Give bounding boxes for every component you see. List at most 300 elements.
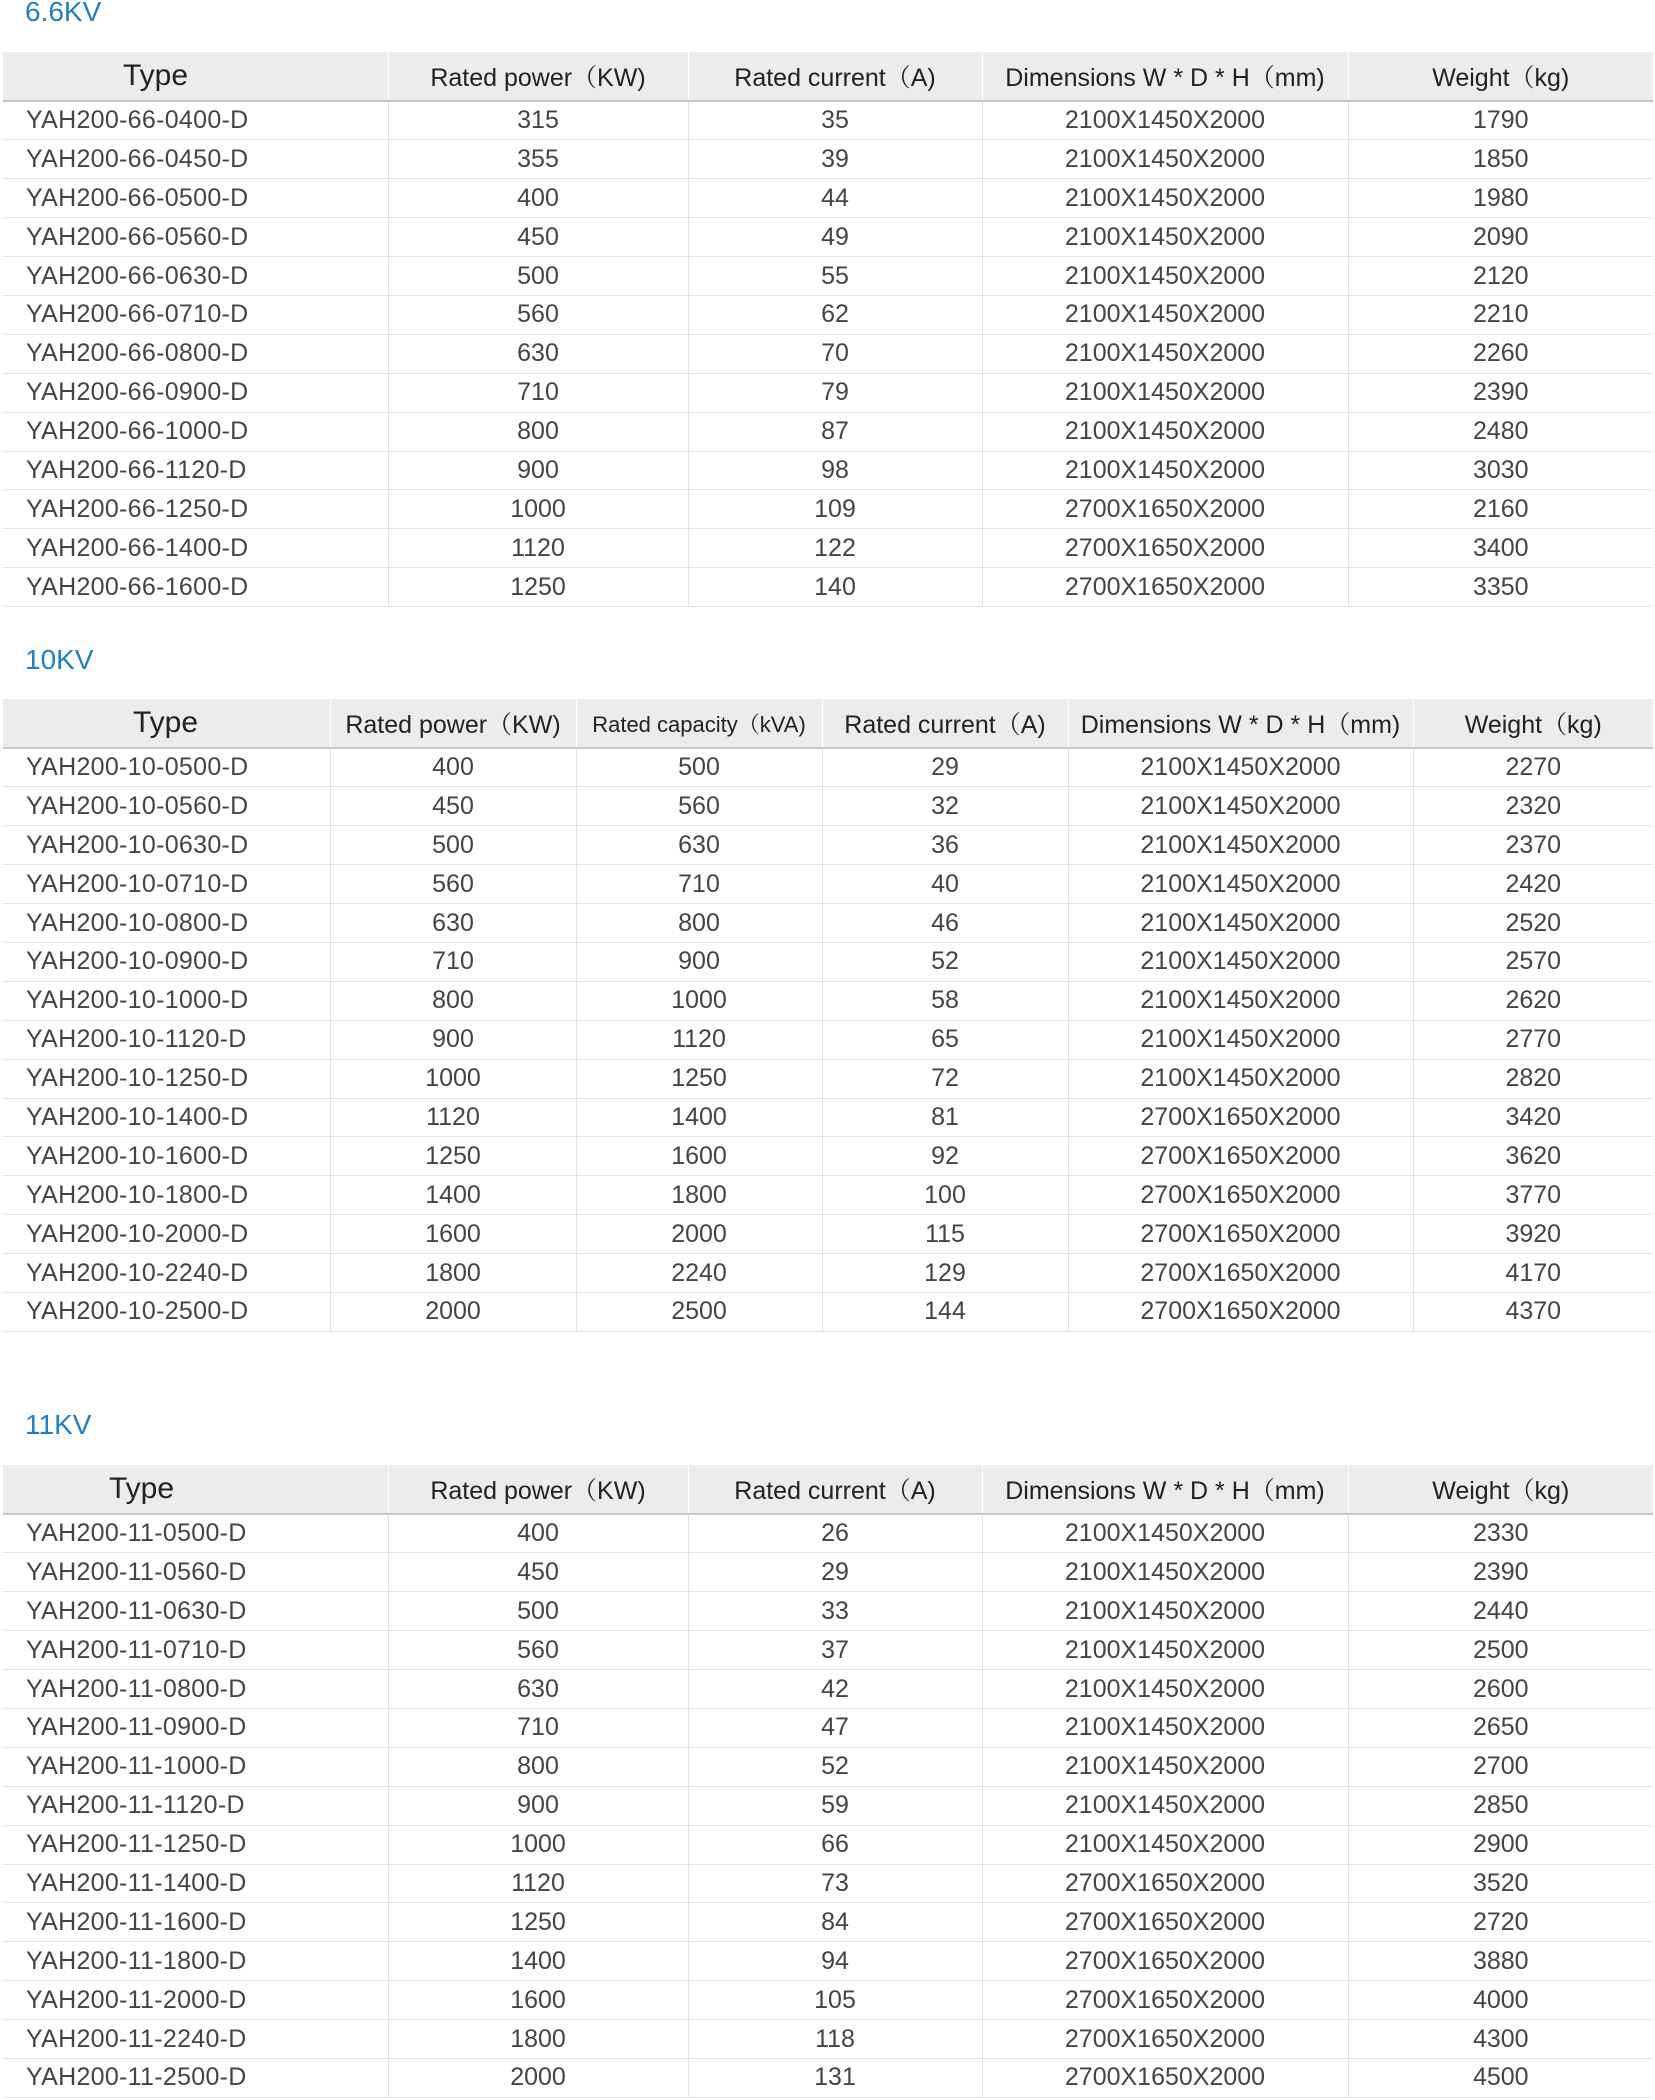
table-cell: 72 xyxy=(822,1059,1068,1098)
table-cell: 710 xyxy=(576,865,822,904)
table-cell: YAH200-11-0500-D xyxy=(3,1514,388,1553)
table-row xyxy=(3,218,1653,257)
table-cell: 2100X1450X2000 xyxy=(982,1708,1348,1747)
table-row xyxy=(3,1631,1653,1670)
table-cell: 2100X1450X2000 xyxy=(982,1553,1348,1592)
table-cell: 36 xyxy=(822,826,1068,865)
table-cell: 2700X1650X2000 xyxy=(1068,1254,1413,1293)
table-cell: 900 xyxy=(330,1020,576,1059)
table-cell: 1000 xyxy=(330,1059,576,1098)
table-cell: 29 xyxy=(688,1553,982,1592)
table-cell: 2100X1450X2000 xyxy=(982,412,1348,451)
table-cell: 560 xyxy=(576,787,822,826)
table-cell: 2100X1450X2000 xyxy=(1068,865,1413,904)
column-header-rated-current: Rated current（A) xyxy=(822,699,1068,748)
table-cell: 3030 xyxy=(1348,451,1653,490)
table-cell: 2650 xyxy=(1348,1708,1653,1747)
table-cell: YAH200-11-0800-D xyxy=(3,1670,388,1709)
table-cell: 1800 xyxy=(388,2020,688,2059)
table-cell: 2500 xyxy=(1348,1631,1653,1670)
table-cell: YAH200-10-1000-D xyxy=(3,981,330,1020)
table-cell: 2570 xyxy=(1413,942,1653,981)
table-cell: 105 xyxy=(688,1981,982,2020)
table-row xyxy=(3,787,1653,826)
table-cell: 1600 xyxy=(388,1981,688,2020)
table-row xyxy=(3,942,1653,981)
table-cell: 630 xyxy=(388,334,688,373)
table-cell: YAH200-66-1000-D xyxy=(3,412,388,451)
table-cell: 500 xyxy=(576,748,822,787)
table-row xyxy=(3,1670,1653,1709)
table-cell: 66 xyxy=(688,1825,982,1864)
table-row xyxy=(3,1708,1653,1747)
table-cell: YAH200-11-1000-D xyxy=(3,1747,388,1786)
table-cell: 131 xyxy=(688,2058,982,2097)
table-cell: YAH200-11-2240-D xyxy=(3,2020,388,2059)
table-cell: 2100X1450X2000 xyxy=(982,1786,1348,1825)
table-cell: 630 xyxy=(576,826,822,865)
table-cell: 2900 xyxy=(1348,1825,1653,1864)
table-cell: 98 xyxy=(688,451,982,490)
table-cell: 94 xyxy=(688,1942,982,1981)
table-cell: 1120 xyxy=(388,1864,688,1903)
column-header-rated-power: Rated power（KW) xyxy=(330,699,576,748)
table-cell: 2700 xyxy=(1348,1747,1653,1786)
table-cell: 52 xyxy=(822,942,1068,981)
table-cell: 65 xyxy=(822,1020,1068,1059)
table-cell: 4370 xyxy=(1413,1292,1653,1331)
column-header-dimensions: Dimensions W * D * H（mm) xyxy=(982,1465,1348,1514)
table-cell: 1250 xyxy=(576,1059,822,1098)
table-cell: YAH200-10-2500-D xyxy=(3,1292,330,1331)
table-cell: 1600 xyxy=(330,1215,576,1254)
table-cell: 29 xyxy=(822,748,1068,787)
table-cell: 58 xyxy=(822,981,1068,1020)
spec-table-11kv xyxy=(3,1465,1653,2098)
table-row xyxy=(3,865,1653,904)
table-cell: 2100X1450X2000 xyxy=(982,1670,1348,1709)
table-cell: 35 xyxy=(688,101,982,140)
table-row xyxy=(3,412,1653,451)
table-cell: 2700X1650X2000 xyxy=(982,490,1348,529)
table-row xyxy=(3,1514,1653,1553)
table-cell: 1850 xyxy=(1348,140,1653,179)
table-row xyxy=(3,981,1653,1020)
table-cell: 47 xyxy=(688,1708,982,1747)
table-row xyxy=(3,826,1653,865)
table-cell: 92 xyxy=(822,1137,1068,1176)
table-row xyxy=(3,1176,1653,1215)
table-cell: YAH200-11-1120-D xyxy=(3,1786,388,1825)
table-cell: 2700X1650X2000 xyxy=(1068,1215,1413,1254)
table-cell: 2480 xyxy=(1348,412,1653,451)
table-cell: 3520 xyxy=(1348,1864,1653,1903)
table-cell: 2100X1450X2000 xyxy=(982,1631,1348,1670)
table-cell: YAH200-10-2240-D xyxy=(3,1254,330,1293)
table-cell: YAH200-11-0900-D xyxy=(3,1708,388,1747)
table-cell: 3880 xyxy=(1348,1942,1653,1981)
table-cell: YAH200-66-0800-D xyxy=(3,334,388,373)
table-cell: 2390 xyxy=(1348,1553,1653,1592)
table-cell: 129 xyxy=(822,1254,1068,1293)
table-header-row xyxy=(3,52,1653,101)
table-cell: 2100X1450X2000 xyxy=(982,334,1348,373)
table-cell: 2700X1650X2000 xyxy=(982,568,1348,607)
table-cell: 2820 xyxy=(1413,1059,1653,1098)
table-cell: 2600 xyxy=(1348,1670,1653,1709)
table-cell: 2100X1450X2000 xyxy=(982,1825,1348,1864)
table-cell: 400 xyxy=(388,179,688,218)
table-cell: YAH200-10-1250-D xyxy=(3,1059,330,1098)
table-cell: 2100X1450X2000 xyxy=(982,101,1348,140)
table-cell: 900 xyxy=(576,942,822,981)
table-cell: YAH200-66-0710-D xyxy=(3,295,388,334)
table-cell: 2100X1450X2000 xyxy=(982,1592,1348,1631)
table-cell: 2700X1650X2000 xyxy=(982,2020,1348,2059)
table-cell: 2700X1650X2000 xyxy=(982,1981,1348,2020)
table-cell: 2210 xyxy=(1348,295,1653,334)
table-cell: 710 xyxy=(388,373,688,412)
table-cell: 2500 xyxy=(576,1292,822,1331)
table-cell: 1800 xyxy=(576,1176,822,1215)
table-cell: 2100X1450X2000 xyxy=(1068,787,1413,826)
table-cell: 500 xyxy=(388,1592,688,1631)
column-header-dimensions: Dimensions W * D * H（mm) xyxy=(1068,699,1413,748)
column-header-rated-current: Rated current（A) xyxy=(688,1465,982,1514)
spec-table-6-6kv xyxy=(3,52,1653,607)
table-row xyxy=(3,1747,1653,1786)
table-row xyxy=(3,451,1653,490)
column-header-weight: Weight（kg) xyxy=(1348,52,1653,101)
table-cell: YAH200-10-0710-D xyxy=(3,865,330,904)
section-title-6-6kv: 6.6KV xyxy=(25,0,102,27)
table-row xyxy=(3,1903,1653,1942)
table-cell: YAH200-10-0900-D xyxy=(3,942,330,981)
table-cell: 1600 xyxy=(576,1137,822,1176)
table-cell: 2160 xyxy=(1348,490,1653,529)
table-row xyxy=(3,748,1653,787)
table-cell: 1250 xyxy=(388,1903,688,1942)
table-cell: YAH200-66-0450-D xyxy=(3,140,388,179)
table-cell: 2120 xyxy=(1348,257,1653,296)
table-cell: 900 xyxy=(388,1786,688,1825)
table-row xyxy=(3,1592,1653,1631)
table-row xyxy=(3,1942,1653,1981)
table-row xyxy=(3,101,1653,140)
table-cell: 2320 xyxy=(1413,787,1653,826)
table-cell: YAH200-66-1600-D xyxy=(3,568,388,607)
table-cell: 2850 xyxy=(1348,1786,1653,1825)
table-cell: 2100X1450X2000 xyxy=(982,373,1348,412)
table-cell: 3770 xyxy=(1413,1176,1653,1215)
table-cell: 62 xyxy=(688,295,982,334)
table-cell: 55 xyxy=(688,257,982,296)
table-cell: YAH200-11-0560-D xyxy=(3,1553,388,1592)
table-header-row xyxy=(3,699,1653,748)
section-title-10kv: 10KV xyxy=(25,644,94,675)
table-cell: 2100X1450X2000 xyxy=(982,295,1348,334)
table-cell: 46 xyxy=(822,904,1068,943)
table-cell: 2100X1450X2000 xyxy=(982,451,1348,490)
table-cell: 118 xyxy=(688,2020,982,2059)
table-cell: YAH200-10-1400-D xyxy=(3,1098,330,1137)
table-cell: 33 xyxy=(688,1592,982,1631)
table-cell: 1790 xyxy=(1348,101,1653,140)
table-cell: YAH200-10-2000-D xyxy=(3,1215,330,1254)
table-cell: 32 xyxy=(822,787,1068,826)
table-cell: 630 xyxy=(330,904,576,943)
table-row xyxy=(3,179,1653,218)
table-row xyxy=(3,1215,1653,1254)
table-cell: 2700X1650X2000 xyxy=(1068,1098,1413,1137)
table-cell: 2720 xyxy=(1348,1903,1653,1942)
table-header-row xyxy=(3,1465,1653,1514)
table-cell: 3620 xyxy=(1413,1137,1653,1176)
table-cell: 2620 xyxy=(1413,981,1653,1020)
table-cell: 2100X1450X2000 xyxy=(1068,1020,1413,1059)
column-header-type: Type xyxy=(3,1465,388,1514)
table-cell: YAH200-11-1400-D xyxy=(3,1864,388,1903)
table-cell: YAH200-10-0500-D xyxy=(3,748,330,787)
table-cell: 3350 xyxy=(1348,568,1653,607)
table-cell: 42 xyxy=(688,1670,982,1709)
table-cell: 800 xyxy=(388,1747,688,1786)
table-cell: 73 xyxy=(688,1864,982,1903)
table-cell: 2100X1450X2000 xyxy=(1068,981,1413,1020)
table-body xyxy=(3,101,1653,607)
table-cell: 1120 xyxy=(576,1020,822,1059)
table-cell: 3920 xyxy=(1413,1215,1653,1254)
table-row xyxy=(3,1137,1653,1176)
column-header-weight: Weight（kg) xyxy=(1413,699,1653,748)
table-cell: 2090 xyxy=(1348,218,1653,257)
table-cell: 2100X1450X2000 xyxy=(1068,942,1413,981)
column-header-rated-current: Rated current（A) xyxy=(688,52,982,101)
table-row xyxy=(3,295,1653,334)
table-row xyxy=(3,2020,1653,2059)
table-cell: 450 xyxy=(388,218,688,257)
table-cell: YAH200-66-0560-D xyxy=(3,218,388,257)
table-row xyxy=(3,1786,1653,1825)
table-row xyxy=(3,2058,1653,2097)
table-row xyxy=(3,140,1653,179)
column-header-weight: Weight（kg) xyxy=(1348,1465,1653,1514)
table-row xyxy=(3,1825,1653,1864)
table-cell: 1250 xyxy=(388,568,688,607)
table-cell: 630 xyxy=(388,1670,688,1709)
table-row xyxy=(3,1059,1653,1098)
column-header-rated-capacity: Rated capacity（kVA) xyxy=(576,699,822,748)
table-cell: YAH200-10-1800-D xyxy=(3,1176,330,1215)
table-cell: YAH200-11-2500-D xyxy=(3,2058,388,2097)
table-body xyxy=(3,748,1653,1331)
table-cell: YAH200-66-0630-D xyxy=(3,257,388,296)
table-body xyxy=(3,1514,1653,2097)
table-cell: 450 xyxy=(330,787,576,826)
table-cell: 2100X1450X2000 xyxy=(1068,748,1413,787)
table-cell: 39 xyxy=(688,140,982,179)
table-cell: 2100X1450X2000 xyxy=(982,257,1348,296)
table-cell: 4300 xyxy=(1348,2020,1653,2059)
table-cell: YAH200-66-1250-D xyxy=(3,490,388,529)
table-cell: 1120 xyxy=(388,529,688,568)
table-cell: 800 xyxy=(576,904,822,943)
table-cell: 1000 xyxy=(388,1825,688,1864)
table-cell: 2100X1450X2000 xyxy=(1068,826,1413,865)
table-cell: 800 xyxy=(388,412,688,451)
table-cell: 2700X1650X2000 xyxy=(982,1942,1348,1981)
table-cell: 100 xyxy=(822,1176,1068,1215)
column-header-dimensions: Dimensions W * D * H（mm) xyxy=(982,52,1348,101)
table-row xyxy=(3,1254,1653,1293)
table-cell: 2700X1650X2000 xyxy=(982,2058,1348,2097)
table-cell: 2700X1650X2000 xyxy=(982,1903,1348,1942)
table-cell: YAH200-11-2000-D xyxy=(3,1981,388,2020)
table-row xyxy=(3,904,1653,943)
table-cell: 2330 xyxy=(1348,1514,1653,1553)
table-cell: YAH200-10-1120-D xyxy=(3,1020,330,1059)
table-cell: YAH200-11-1600-D xyxy=(3,1903,388,1942)
table-row xyxy=(3,568,1653,607)
table-row xyxy=(3,1098,1653,1137)
table-cell: 59 xyxy=(688,1786,982,1825)
table-cell: 2000 xyxy=(388,2058,688,2097)
table-cell: 2770 xyxy=(1413,1020,1653,1059)
table-cell: 2700X1650X2000 xyxy=(1068,1137,1413,1176)
table-cell: 52 xyxy=(688,1747,982,1786)
table-cell: 2240 xyxy=(576,1254,822,1293)
table-cell: YAH200-11-0710-D xyxy=(3,1631,388,1670)
table-cell: 900 xyxy=(388,451,688,490)
table-cell: 1250 xyxy=(330,1137,576,1176)
table-cell: 560 xyxy=(388,1631,688,1670)
table-cell: 84 xyxy=(688,1903,982,1942)
table-cell: 70 xyxy=(688,334,982,373)
column-header-rated-power: Rated power（KW) xyxy=(388,52,688,101)
table-cell: 2100X1450X2000 xyxy=(982,1514,1348,1553)
table-cell: YAH200-11-1800-D xyxy=(3,1942,388,1981)
table-cell: 500 xyxy=(388,257,688,296)
table-cell: 3400 xyxy=(1348,529,1653,568)
table-cell: 2420 xyxy=(1413,865,1653,904)
table-cell: 49 xyxy=(688,218,982,257)
table-cell: 2700X1650X2000 xyxy=(1068,1292,1413,1331)
table-row xyxy=(3,334,1653,373)
table-cell: 800 xyxy=(330,981,576,1020)
table-cell: 2390 xyxy=(1348,373,1653,412)
table-cell: 2260 xyxy=(1348,334,1653,373)
table-cell: 400 xyxy=(330,748,576,787)
table-cell: 400 xyxy=(388,1514,688,1553)
table-cell: YAH200-66-1120-D xyxy=(3,451,388,490)
table-cell: 450 xyxy=(388,1553,688,1592)
table-row xyxy=(3,257,1653,296)
table-cell: 2100X1450X2000 xyxy=(1068,1059,1413,1098)
table-cell: 560 xyxy=(330,865,576,904)
table-cell: 26 xyxy=(688,1514,982,1553)
table-cell: 560 xyxy=(388,295,688,334)
table-cell: YAH200-66-0900-D xyxy=(3,373,388,412)
table-cell: 1400 xyxy=(330,1176,576,1215)
table-cell: YAH200-11-1250-D xyxy=(3,1825,388,1864)
table-cell: YAH200-11-0630-D xyxy=(3,1592,388,1631)
table-row xyxy=(3,1553,1653,1592)
table-cell: 79 xyxy=(688,373,982,412)
table-cell: 2100X1450X2000 xyxy=(1068,904,1413,943)
table-cell: 4500 xyxy=(1348,2058,1653,2097)
table-row xyxy=(3,490,1653,529)
table-cell: 1000 xyxy=(388,490,688,529)
table-cell: 37 xyxy=(688,1631,982,1670)
table-cell: 315 xyxy=(388,101,688,140)
table-row xyxy=(3,1981,1653,2020)
table-cell: 355 xyxy=(388,140,688,179)
table-cell: 2000 xyxy=(576,1215,822,1254)
table-cell: 2700X1650X2000 xyxy=(982,1864,1348,1903)
table-cell: 44 xyxy=(688,179,982,218)
table-cell: YAH200-66-0500-D xyxy=(3,179,388,218)
table-cell: 500 xyxy=(330,826,576,865)
table-cell: YAH200-10-0800-D xyxy=(3,904,330,943)
table-cell: 1980 xyxy=(1348,179,1653,218)
table-cell: 81 xyxy=(822,1098,1068,1137)
table-cell: 2700X1650X2000 xyxy=(982,529,1348,568)
table-cell: YAH200-10-0560-D xyxy=(3,787,330,826)
table-cell: YAH200-66-1400-D xyxy=(3,529,388,568)
table-cell: 1000 xyxy=(576,981,822,1020)
table-cell: 2100X1450X2000 xyxy=(982,218,1348,257)
table-cell: 87 xyxy=(688,412,982,451)
table-cell: YAH200-10-0630-D xyxy=(3,826,330,865)
table-cell: 1400 xyxy=(576,1098,822,1137)
table-cell: 109 xyxy=(688,490,982,529)
table-cell: 2440 xyxy=(1348,1592,1653,1631)
table-row xyxy=(3,1864,1653,1903)
table-cell: 4000 xyxy=(1348,1981,1653,2020)
table-cell: YAH200-10-1600-D xyxy=(3,1137,330,1176)
table-row xyxy=(3,373,1653,412)
table-cell: 1120 xyxy=(330,1098,576,1137)
section-title-11kv: 11KV xyxy=(25,1409,92,1440)
table-cell: YAH200-66-0400-D xyxy=(3,101,388,140)
table-cell: 2370 xyxy=(1413,826,1653,865)
table-cell: 1800 xyxy=(330,1254,576,1293)
table-cell: 2520 xyxy=(1413,904,1653,943)
table-row xyxy=(3,1020,1653,1059)
table-cell: 140 xyxy=(688,568,982,607)
table-cell: 2100X1450X2000 xyxy=(982,179,1348,218)
table-row xyxy=(3,1292,1653,1331)
table-cell: 2100X1450X2000 xyxy=(982,140,1348,179)
table-cell: 2100X1450X2000 xyxy=(982,1747,1348,1786)
table-cell: 2270 xyxy=(1413,748,1653,787)
spec-table-10kv xyxy=(3,699,1653,1332)
table-cell: 2000 xyxy=(330,1292,576,1331)
table-cell: 1400 xyxy=(388,1942,688,1981)
table-cell: 40 xyxy=(822,865,1068,904)
table-cell: 710 xyxy=(330,942,576,981)
table-cell: 115 xyxy=(822,1215,1068,1254)
table-cell: 2700X1650X2000 xyxy=(1068,1176,1413,1215)
column-header-type: Type xyxy=(3,699,330,748)
table-cell: 710 xyxy=(388,1708,688,1747)
column-header-type: Type xyxy=(3,52,388,101)
table-cell: 122 xyxy=(688,529,982,568)
table-cell: 3420 xyxy=(1413,1098,1653,1137)
table-cell: 4170 xyxy=(1413,1254,1653,1293)
table-row xyxy=(3,529,1653,568)
table-cell: 144 xyxy=(822,1292,1068,1331)
